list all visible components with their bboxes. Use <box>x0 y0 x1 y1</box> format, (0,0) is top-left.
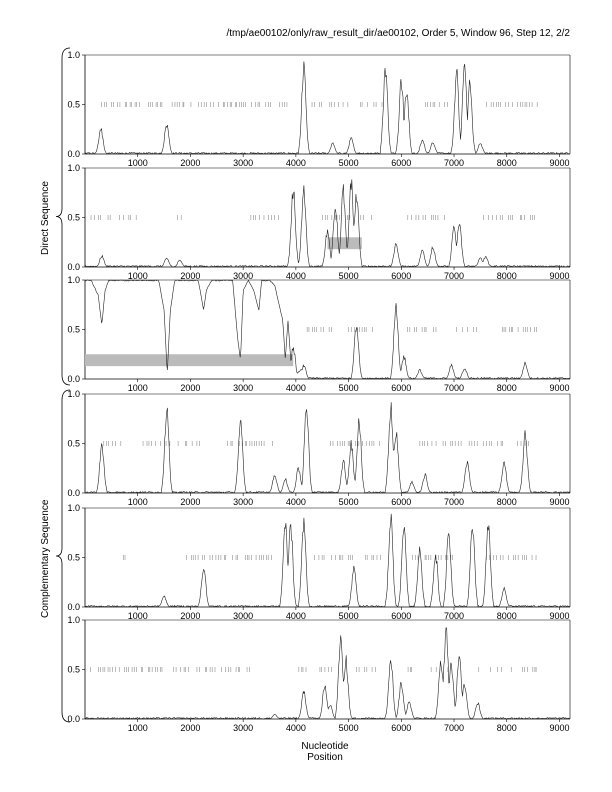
x-tick-label: 8000 <box>496 158 517 168</box>
x-tick-label: 6000 <box>391 271 412 281</box>
x-tick-label: 2000 <box>180 497 201 507</box>
x-tick-label: 3000 <box>233 271 254 281</box>
x-tick-label: 6000 <box>391 497 412 507</box>
y-tick-label: 0.5 <box>67 438 80 449</box>
y-tick-label: 0.0 <box>67 374 80 384</box>
x-tick-label: 3000 <box>233 383 254 393</box>
y-tick-label: 1.0 <box>67 275 80 285</box>
y-tick-label: 0.5 <box>67 324 80 335</box>
x-tick-label: 8000 <box>496 383 517 393</box>
panel-3 <box>67 275 570 393</box>
x-tick-label: 8000 <box>496 497 517 507</box>
series-line <box>85 628 570 719</box>
x-tick-label: 4000 <box>285 271 306 281</box>
x-tick-label: 9000 <box>549 723 570 733</box>
panel-1 <box>67 50 570 168</box>
y-tick-label: 0.0 <box>67 262 80 272</box>
x-tick-label: 4000 <box>285 158 306 168</box>
x-tick-label: 6000 <box>391 158 412 168</box>
x-tick-label: 1000 <box>127 271 148 281</box>
x-tick-label: 4000 <box>285 497 306 507</box>
x-tick-label: 9000 <box>549 158 570 168</box>
y-tick-label: 0.5 <box>67 212 80 223</box>
x-tick-label: 6000 <box>391 611 412 621</box>
x-tick-label: 2000 <box>180 383 201 393</box>
x-tick-label: 3000 <box>233 723 254 733</box>
direct-sequence-label: Direct Sequence <box>40 181 51 255</box>
x-tick-label: 7000 <box>444 383 465 393</box>
series-line <box>85 179 570 267</box>
y-tick-label: 1.0 <box>67 615 80 625</box>
y-tick-label: 0.5 <box>67 552 80 563</box>
x-tick-label: 4000 <box>285 383 306 393</box>
x-tick-label: 3000 <box>233 611 254 621</box>
series-line <box>85 61 570 154</box>
x-tick-label: 8000 <box>496 611 517 621</box>
x-tick-label: 7000 <box>444 271 465 281</box>
x-tick-label: 7000 <box>444 723 465 733</box>
x-tick-label: 7000 <box>444 611 465 621</box>
y-tick-label: 1.0 <box>67 503 80 513</box>
x-tick-label: 5000 <box>338 723 359 733</box>
x-tick-label: 2000 <box>180 611 201 621</box>
panel-4 <box>67 389 570 507</box>
series-line <box>85 514 570 607</box>
x-tick-label: 2000 <box>180 723 201 733</box>
x-tick-label: 5000 <box>338 158 359 168</box>
x-tick-label: 4000 <box>285 723 306 733</box>
y-tick-label: 0.0 <box>67 488 80 498</box>
x-tick-label: 3000 <box>233 497 254 507</box>
x-tick-label: 1000 <box>127 383 148 393</box>
complementary-sequence-label: Complementary Sequence <box>40 499 51 618</box>
series-line <box>85 402 570 493</box>
x-tick-label: 4000 <box>285 611 306 621</box>
x-tick-label: 2000 <box>180 158 201 168</box>
x-tick-label: 7000 <box>444 158 465 168</box>
x-tick-label: 8000 <box>496 271 517 281</box>
y-tick-label: 0.0 <box>67 602 80 612</box>
x-tick-label: 2000 <box>180 271 201 281</box>
x-tick-label: 1000 <box>127 158 148 168</box>
x-tick-label: 9000 <box>549 497 570 507</box>
x-tick-label: 5000 <box>338 383 359 393</box>
x-axis-label: Nucleotide Position <box>301 741 349 763</box>
y-tick-label: 0.0 <box>67 149 80 159</box>
x-tick-label: 5000 <box>338 611 359 621</box>
x-tick-label: 9000 <box>549 271 570 281</box>
x-tick-label: 3000 <box>233 158 254 168</box>
x-tick-label: 8000 <box>496 723 517 733</box>
x-tick-label: 1000 <box>127 723 148 733</box>
y-tick-label: 1.0 <box>67 50 80 60</box>
page-header: /tmp/ae00102/only/raw_result_dir/ae00102, Order 5, Window 96, Step 12, 2/2 <box>226 28 570 39</box>
y-tick-label: 0.5 <box>67 664 80 675</box>
x-tick-label: 7000 <box>444 497 465 507</box>
x-tick-label: 1000 <box>127 497 148 507</box>
y-tick-label: 1.0 <box>67 163 80 173</box>
x-tick-label: 6000 <box>391 383 412 393</box>
panel-5 <box>67 503 570 621</box>
x-tick-label: 6000 <box>391 723 412 733</box>
y-tick-label: 0.0 <box>67 714 80 724</box>
x-tick-label: 5000 <box>338 497 359 507</box>
shaded-region <box>85 354 293 366</box>
x-tick-label: 9000 <box>549 383 570 393</box>
x-tick-label: 1000 <box>127 611 148 621</box>
x-tick-label: 5000 <box>338 271 359 281</box>
panel-6 <box>67 615 570 733</box>
y-tick-label: 0.5 <box>67 99 80 110</box>
panel-2 <box>67 163 570 281</box>
x-tick-label: 9000 <box>549 611 570 621</box>
y-tick-label: 1.0 <box>67 389 80 399</box>
